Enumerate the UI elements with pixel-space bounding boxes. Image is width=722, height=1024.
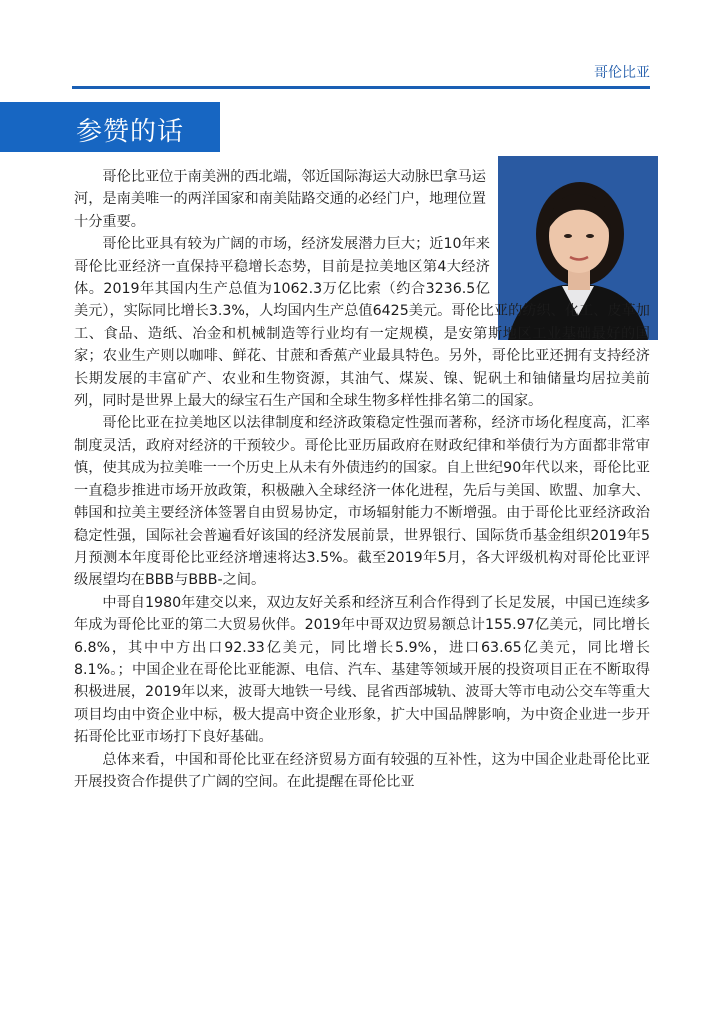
header-country-label: 哥伦比亚 (594, 65, 650, 81)
paragraph-2 (74, 233, 650, 412)
photo-wrap-spacer (490, 233, 650, 297)
section-title: 参赞的话 (76, 117, 185, 147)
paragraph-5: 总体来看，中国和哥伦比亚在经济贸易方面有较强的互补性，这为中国企业赴哥伦比亚开展投资合作提供了广阔的空间。在此提醒在哥伦比亚 (74, 751, 650, 790)
paragraph-3: 哥伦比亚在拉美地区以法律制度和经济政策稳定性强而著称，经济市场化程度高，汇率制度灵活，政府对经济的干预较少。哥伦比亚历届政府在财政纪律和举债行为方面都非常审慎，使其成为拉美唯一一个历史上从未有外债违约的国家。自上世纪90年代以来，哥伦比亚一直稳步推进市场开放政策，积极融入全球经济一体化进程，先后与美国、欧盟、加拿大、韩国和拉美主要经济体签署自由贸易协定，市场辐射能力不断增强。由于哥伦比亚经济政治稳定性强，国际社会普遍看好该国的经济发展前景，世界银行、国际货币基金组织2019年5月预测本年度哥伦比亚经济增速将达3.5%。截至2019年5月，各大评级机构对哥伦比亚评级展望均在BBB与BBB-之间。 (74, 415, 650, 589)
paragraph-4: 中哥自1980年建交以来，双边友好关系和经济互利合作得到了长足发展，中国已连续多年成为哥伦比亚的第二大贸易伙伴。2019年中哥双边贸易额总计155.97亿美元，同比增长6.8%，其中中方出口92.33亿美元，同比增长5.9%，进口63.65亿美元，同比增长8.1%。；中国企业在哥伦比亚能源、电信、汽车、基建等领域开展的投资项目正在不断取得积极进展，2019年以来，波哥大地铁一号线、昆省西部城轨、波哥大等市电动公交车等重大项目均由中资企业中标，极大提高中资企业形象，扩大中国品牌影响，为中资企业进一步开拓哥伦比亚市场打下良好基础。 (74, 594, 650, 746)
header-divider (72, 86, 650, 89)
paragraph-1: 哥伦比亚位于南美洲的西北端，邻近国际海运大动脉巴拿马运河，是南美唯一的两洋国家和南美陆路交通的必经门户，地理位置十分重要。 (74, 169, 486, 230)
article-body (74, 166, 650, 793)
paragraph-2-text: 哥伦比亚具有较为广阔的市场，经济发展潜力巨大；近10年来哥伦比亚经济一直保持平稳增长态势，目前是拉美地区第4大经济体。2019年其国内生产总值为1062.3万亿比索（约合3236.5亿美元），实际同比增长3.3%，人均国内生产总值6425美元。哥伦比亚的纺织、化工、皮革加工、食品、造纸、冶金和机械制造等行业均有一定规模，是安第斯地区工业基础最好的国家；农业生产则以咖啡、鲜花、甘蔗和香蕉产业最具特色。另外，哥伦比亚还拥有支持经济长期发展的丰富矿产、农业和生物资源，其油气、煤炭、镍、铌矾土和铀储量均居拉美前列，同时是世界上最大的绿宝石生产国和全球生物多样性排名第二的国家。 (74, 236, 650, 410)
